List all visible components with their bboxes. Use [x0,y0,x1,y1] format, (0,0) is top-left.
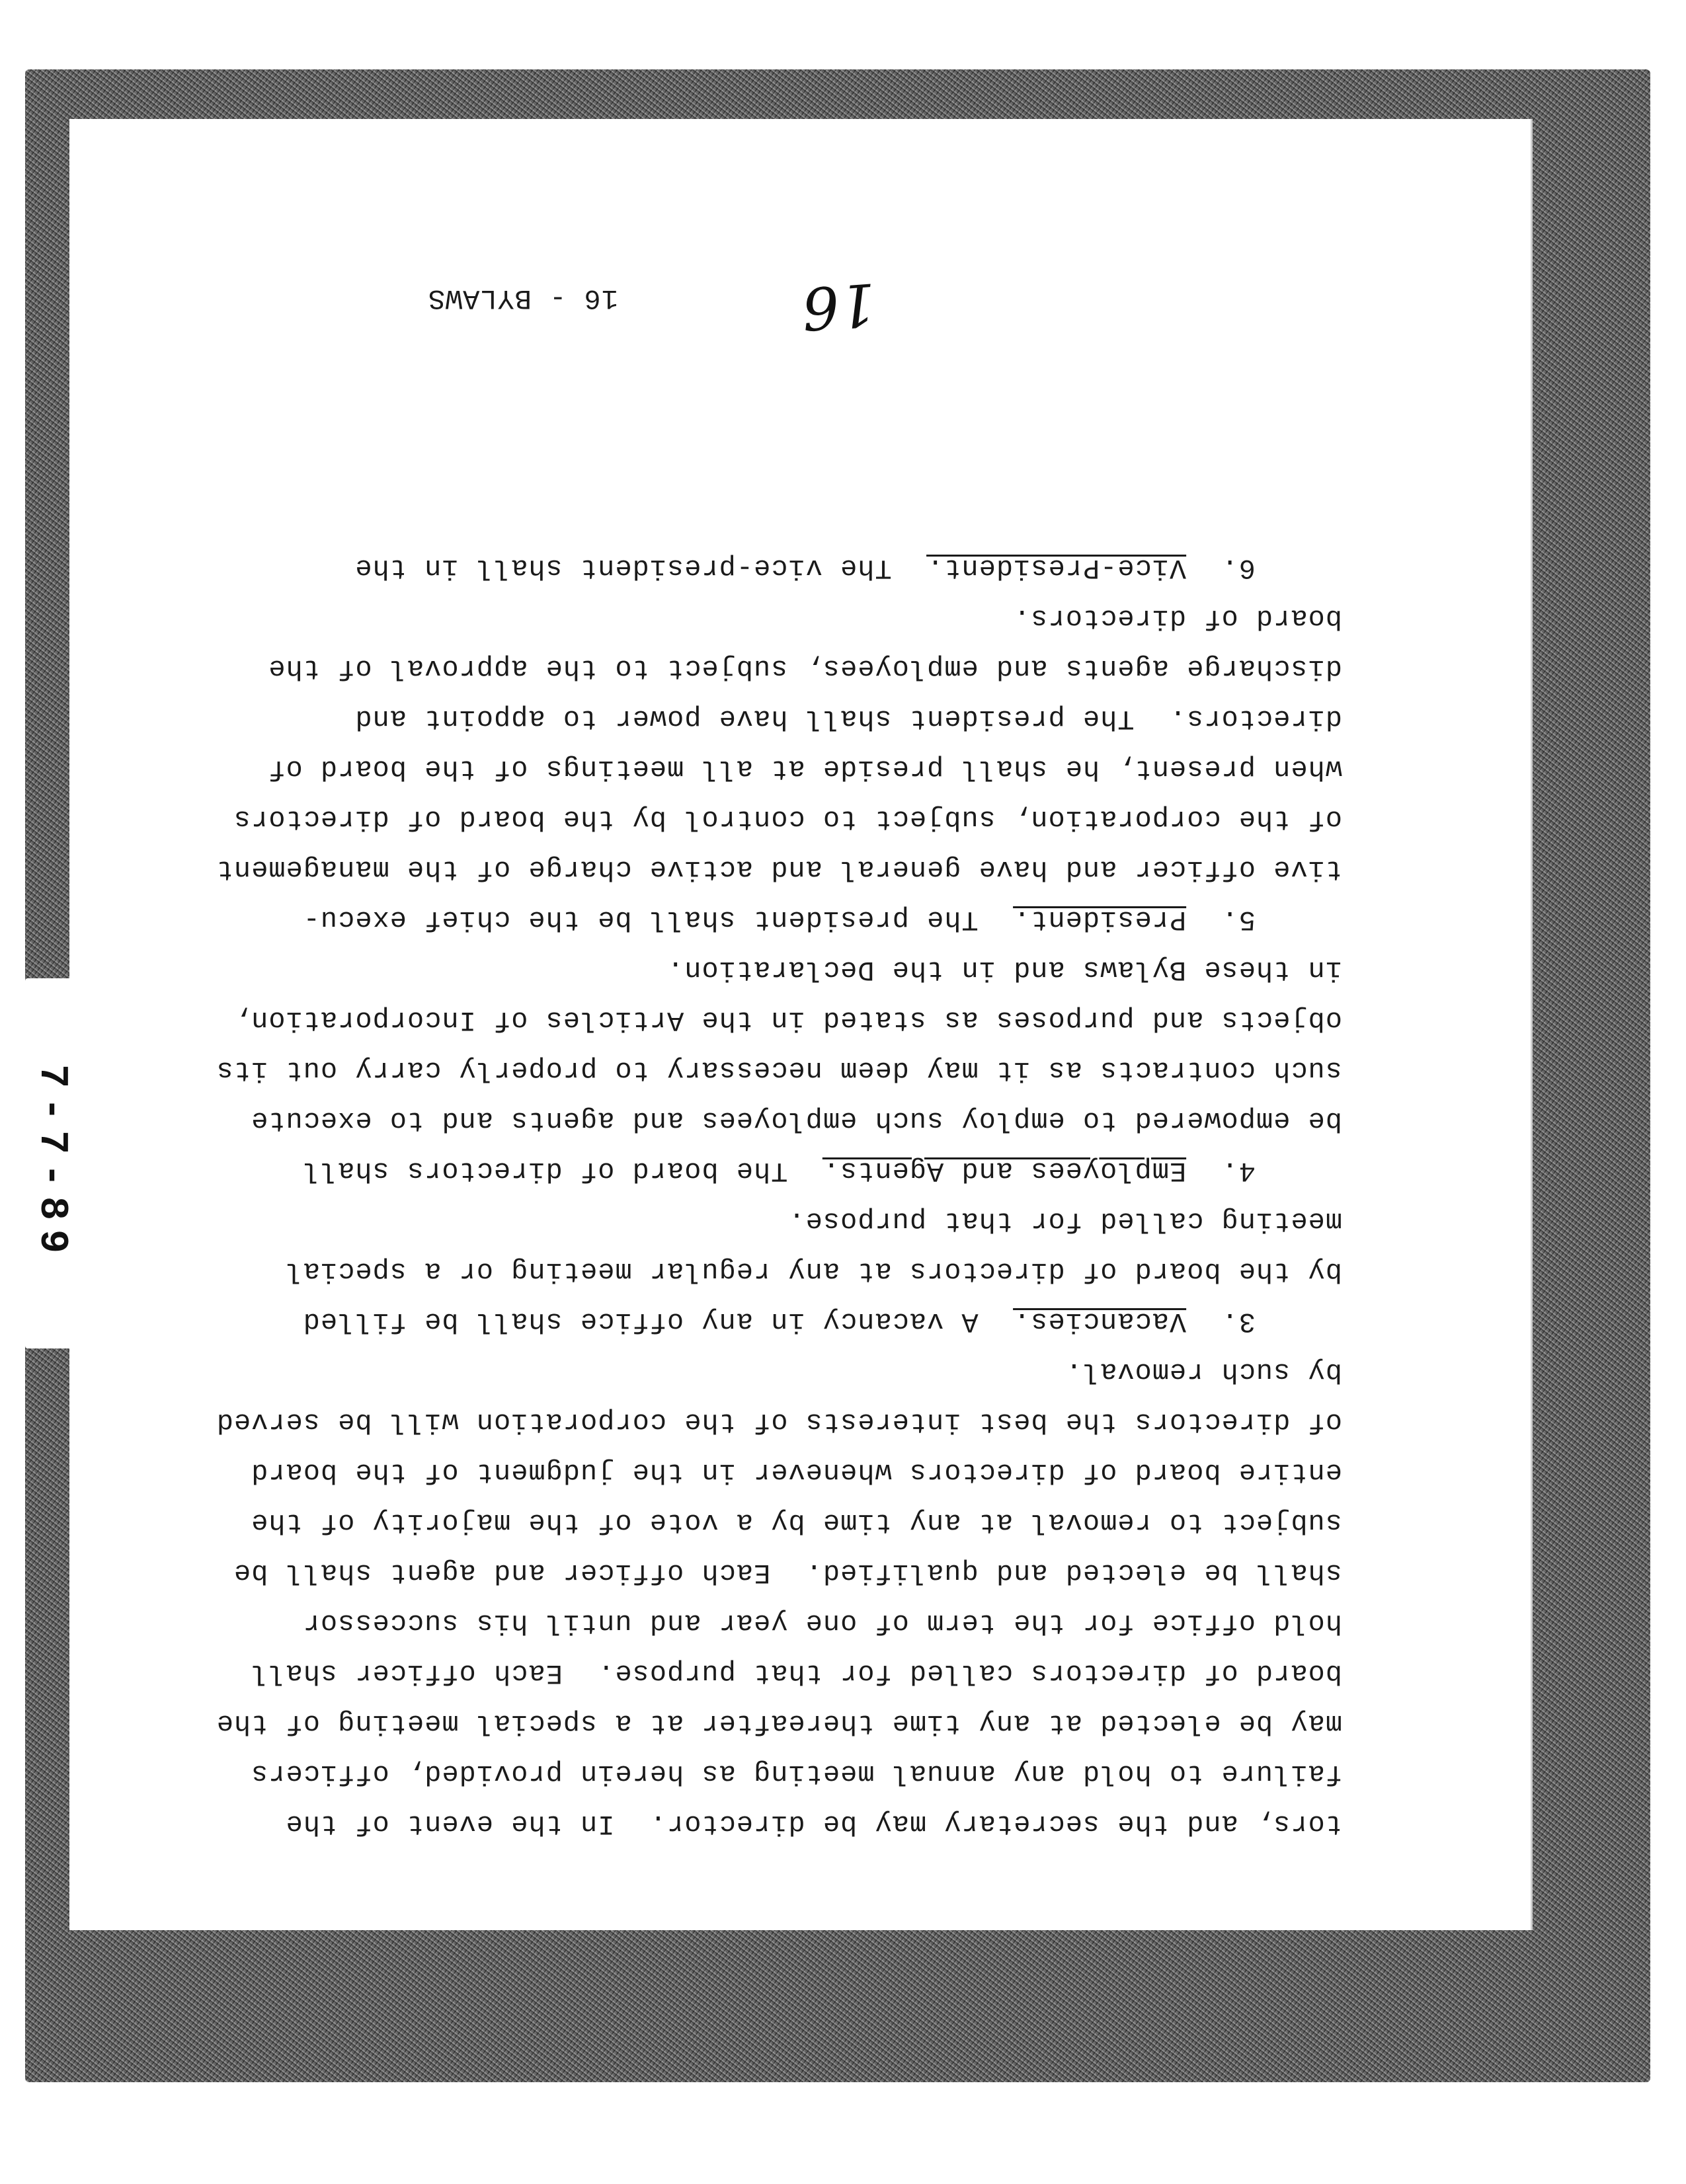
body-line: directors. The president shall have power to appoint and [354,703,1342,734]
section-5-first-line [303,906,1342,933]
section-6-first-line [354,554,1342,582]
body-line: tors, and the secretary may be director. In the event of the [285,1808,1342,1840]
body-line: entire board of directors whenever in the judgment of the board [251,1456,1342,1488]
section-3-number: 3. [1221,1306,1256,1337]
body-line: board of directors called for that purpose. Each officer shall [251,1657,1342,1689]
section-5-number: 5. [1221,904,1256,935]
document-body [69,119,1531,1930]
body-line: discharge agents and employees, subject to the approval of the [268,652,1342,684]
side-stamp-text: 7-7-89 [29,1064,74,1263]
section-5-heading: President. [1013,904,1187,935]
footer-page-label: 16 - BYLAWS [427,282,618,314]
body-line: board of directors. [1013,602,1342,634]
section-3-heading: Vacancies. [1013,1306,1187,1337]
body-line: by the board of directors at any regular meeting or a special [285,1255,1342,1287]
section-4-text: The board of directors shall [302,1155,788,1187]
handwritten-page-number: 16 [799,270,879,343]
body-line: subject to removal at any time by a vote of the majority of the [251,1506,1342,1538]
section-6-number: 6. [1221,552,1256,584]
body-line: objects and purposes as stated in the Articles of Incorporation, [233,1004,1342,1036]
body-line: shall be elected and qualified. Each officer and agent shall be [233,1557,1342,1588]
body-line: by such removal. [1064,1356,1342,1387]
body-line: of directors the best interests of the corporation will be served [216,1406,1342,1438]
section-3-text: A vacancy in any office shall be filled [302,1306,979,1337]
section-4-number: 4. [1221,1155,1256,1187]
body-line: of the corporation, subject to control by the board of directors [233,803,1342,835]
body-line: be empowered to employ such employees and agents and to execute [251,1105,1342,1136]
body-line: may be elected at any time thereafter at a special meeting of the [216,1707,1342,1739]
body-line: tive officer and have general and active charge of the management [216,853,1342,885]
body-line: such contracts as it may deem necessary to properly carry out its [216,1054,1342,1086]
body-line: failure to hold any annual meeting as herein provided, officers [251,1758,1342,1789]
section-6-text: The vice-president shall in the [354,552,892,584]
body-line: when present, he shall preside at all meetings of the board of [268,753,1342,785]
body-line: in these Bylaws and in the Declaration. [666,954,1342,986]
body-line: hold office for the term of one year and until his successor [302,1607,1342,1639]
section-6-heading: Vice-President. [926,552,1187,584]
section-5-text: The president shall be the chief execu- [302,904,979,935]
body-line: meeting called for that purpose. [787,1205,1342,1237]
section-4-first-line [303,1157,1342,1185]
section-4-heading: Employees and Agents. [822,1155,1187,1187]
section-3-first-line [303,1307,1342,1335]
